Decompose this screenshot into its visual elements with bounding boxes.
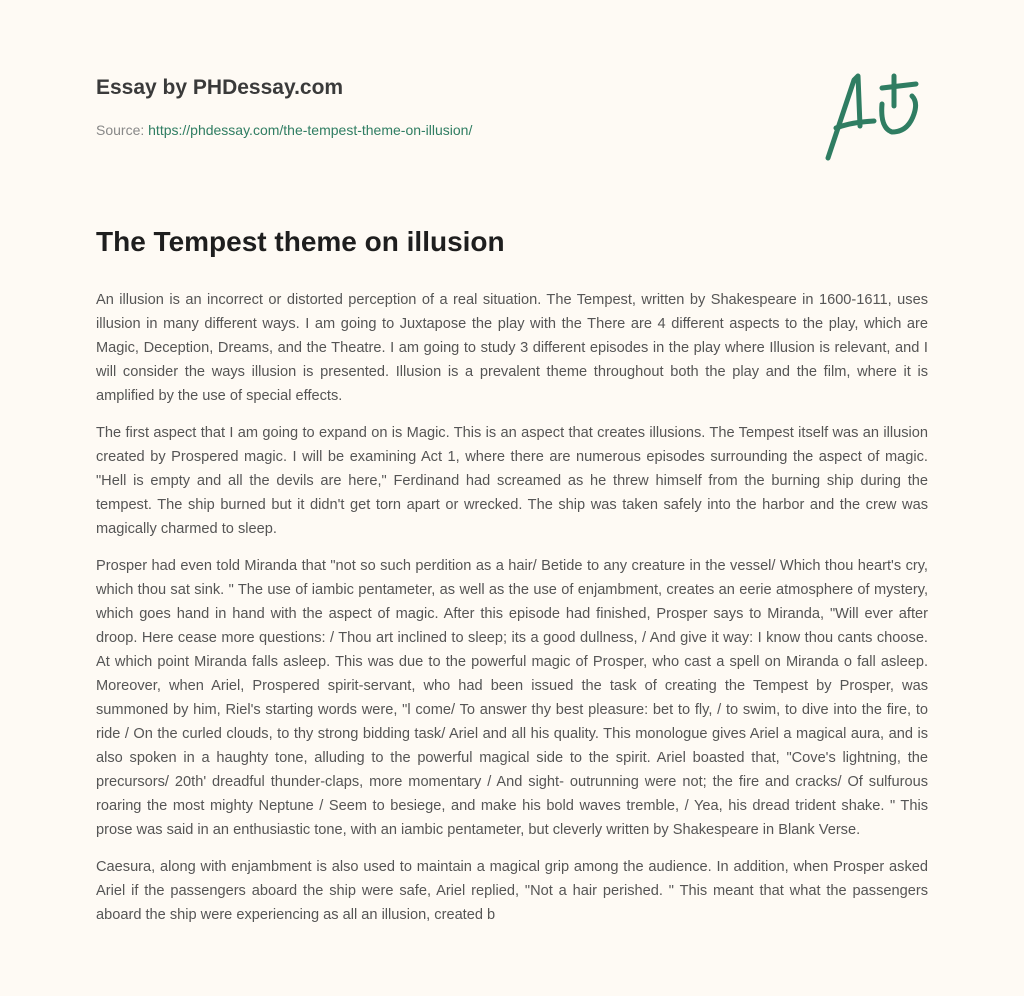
header [96, 76, 472, 138]
paragraph: The first aspect that I am going to expand on is Magic. This is an aspect that creates illusions. The Tempest itself was an illusion created by Prospered magic. I will be examining Act 1, where there are numerous episodes surrounding the aspect of magic. "Hell is empty and all the devils are here," Ferdinand had screamed as he threw himself from the burning ship during the tempest. The ship burned but it didn't get torn apart or wrecked. The ship was taken safely into the harbor and the crew was magically charmed to sleep. [96, 425, 928, 537]
source-line [96, 122, 472, 138]
brand-title: Essay by PHDessay.com [96, 76, 344, 99]
paragraph: An illusion is an incorrect or distorted perception of a real situation. The Tempest, written by Shakespeare in 1600-1611, uses illusion in many different ways. I am going to Juxtapose the play with the There are 4 different aspects to the play, which are Magic, Deception, Dreams, and the Theatre. I am going to study 3 different episodes in the play where Illusion is relevant, and I will consider the ways illusion is presented. Illusion is a prevalent theme throughout both the play and the film, where it is amplified by the use of special effects. [96, 292, 928, 404]
source-link[interactable]: https://phdessay.com/the-tempest-theme-on-illusion/ [148, 122, 473, 138]
paragraph: Prosper had even told Miranda that "not so such perdition as a hair/ Betide to any creature in the vessel/ Which thou heart's cry, which thou sat sink. " The use of iambic pentameter, as well as the use of enjambment, creates an eerie atmosphere of mystery, which goes hand in hand with the aspect of magic. After this episode had finished, Prosper says to Miranda, "Will ever after droop. Here cease more questions: / Thou art inclined to sleep; its a good dullness, / And give it way: I know thou cants choose. At which point Miranda falls asleep. This was due to the powerful magic of Prosper, who cast a spell on Miranda o fall asleep. Moreover, when Ariel, Prospered spirit-servant, who had been issued the task of creating the Tempest by Prosper, was summoned by him, Riel's starting words were, "l come/ To answer thy best pleasure: bet to fly, / to swim, to dive into the fire, to ride / On the curled clouds, to thy strong bidding task/ Ariel and all his quality. This monologue gives Ariel a magical aura, and is also spoken in a haughty tone, alluding to the powerful magical side to the spirit. Ariel boasted that, "Cove's lightning, the precursors/ 20th' dreadful thunder-claps, more momentary / And sight- outrunning were not; the fire and cracks/ Of sulfurous roaring the most mighty Neptune / Seem to besiege, and make his bold waves tremble, / Yea, his dread trident shake. " This prose was said in an enthusiastic tone, with an iambic pentameter, but cleverly written by Shakespeare in Blank Verse. [96, 558, 928, 838]
a-plus-logo-icon [818, 66, 930, 166]
essay-body [96, 288, 928, 940]
source-label: Source: [96, 122, 145, 138]
page-title: The Tempest theme on illusion [96, 226, 505, 257]
paragraph: Caesura, along with enjambment is also used to maintain a magical grip among the audience. In addition, when Prosper asked Ariel if the passengers aboard the ship were safe, Ariel replied, "Not a hair perished. " This meant that what the passengers aboard the ship were experiencing as all an illusion, created b [96, 859, 928, 923]
